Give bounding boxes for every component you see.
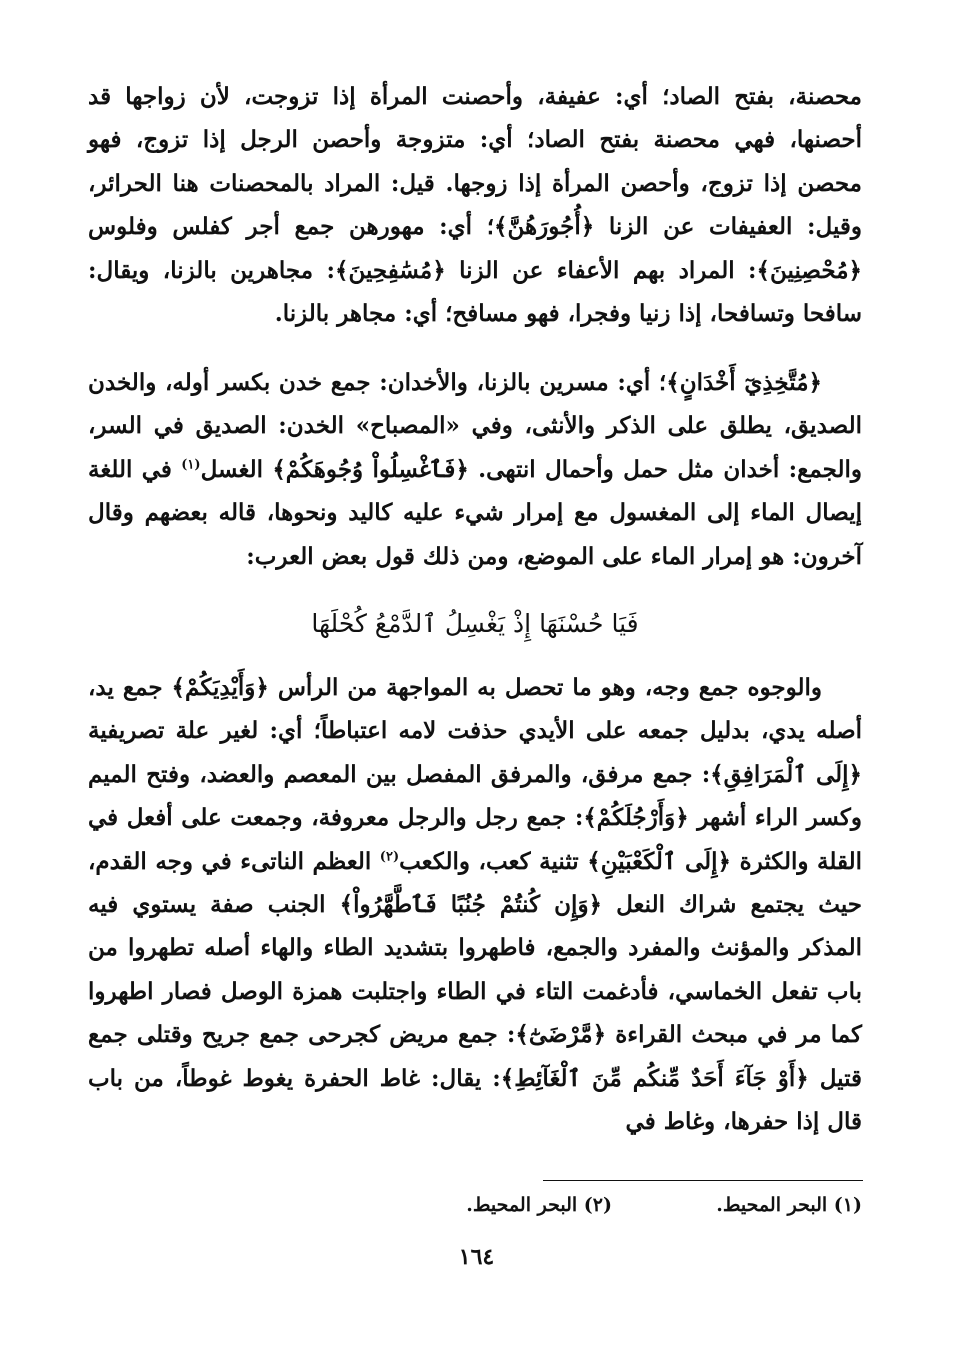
footnote-ref-1[interactable]: (١) (181, 457, 201, 473)
paragraph-1 (88, 75, 862, 335)
footnote-1-marker: (١) (833, 1194, 862, 1216)
paragraph-2-text-b: في اللغة إيصال الماء إلى المغسول مع إمرار شيء عليه كاليد ونحوها، قاله بعضهم وقال آخرون: هو إمرار الماء على الموضع، ومن ذلك قول بعض العرب: (88, 455, 862, 570)
footnote-1-text: البحر المحيط. (716, 1194, 828, 1216)
paragraph-1-text: محصنة، بفتح الصاد؛ أي: عفيفة، وأحصنت المرأة إذا تزوجت، لأن زواجها قد أحصنها، فهي محصنة بفتح الصاد؛ أي: متزوجة وأحصن الرجل إذا تزوج، فهو محصن إذا تزوج، وأحصن المرأة إذا زوجها. قيل: المراد بالمحصنات هنا الحرائر، وقيل: العفيفات عن الزنا ﴿أُجُورَهُنَّ﴾؛ أي: مهورهن جمع أجر كفلس وفلوس ﴿مُحْصِنِينَ﴾: المراد بهم الأعفاء عن الزنا ﴿مُسَٰفِحِينَ﴾: مجاهرين بالزنا، ويقال: سافحا وتسافحا، إذا زنيا وفجرا، فهو مسافح؛ أي: مجاهر بالزنا. (88, 83, 862, 328)
poetry-verse: فَيَا حُسْنَهَا إِذْ يَغْسِلُ ٱلدَّمْعُ كُحْلَهَا (311, 609, 639, 638)
paragraph-2 (88, 361, 862, 578)
footnote-2-marker: (٢) (583, 1194, 612, 1216)
paragraph-3-text-b: العظم الناتىء في وجه القدم، حيث يجتمع شراك النعل ﴿وَإِن كُنتُمْ جُنُبًا فَٱطَّهَّرُواْ﴾ الجنب صفة يستوي فيه المذكر والمؤنث والمفرد والجمع، فاطهروا بتشديد الطاء والهاء أصله تطهروا من باب تفعل الخماسي، فأدغمت التاء في الطاء واجتلبت همزة الوصل فصار اطهروا كما مر في مبحث القراءة ﴿مَّرْضَىٰٓ﴾: جمع مريض كجرحى جمع جريح وقتلى جمع قتيل ﴿أَوْ جَآءَ أَحَدٌ مِّنكُم مِّنَ ٱلْغَآئِطِ﴾: يقال: غاط الحفرة يغوط غوطاً، من باب قال إذا حفرها، وغاط في (88, 847, 862, 1136)
paragraph-3-text-a: والوجوه جمع وجه، وهو ما تحصل به المواجهة من الرأس ﴿وَأَيْدِيَكُمْ﴾ جمع يد، أصله يدي، بدليل جمعه على الأيدي حذفت لامه اعتباطاً؛ أي: لغير علة تصريفية ﴿إِلَى ٱلْمَرَافِقِ﴾: جمع مرفق، والمرفق المفصل بين المعصم والعضد، وفتح الميم وكسر الراء أشهر ﴿وَأَرْجُلَكُمْ﴾: جمع رجل والرجل معروفة، وجمعت على أفعل في القلة والكثرة ﴿إِلَى ٱلْكَعْبَيْنِ﴾ تثنية كعب، والكعب (88, 674, 862, 875)
paragraph-3 (88, 666, 862, 1143)
footnote-2-text: البحر المحيط. (466, 1194, 578, 1216)
footnote-1 (612, 1190, 862, 1220)
footnotes (88, 1190, 862, 1220)
paragraph-2-text-a: ﴿مُتَّخِذِيٓ أَخْدَانٍ﴾؛ أي: مسرين بالزنا، والأخدان: جمع خدن بكسر أوله، والخدن الصديق، يطلق على الذكر والأنثى، وفي «المصباح» الخدن: الصديق في السر، والجمع: أخدان مثل حمل وأحمال انتهى. ﴿فَٱغْسِلُواْ وُجُوهَكُمْ﴾ الغسل (88, 369, 863, 483)
footnote-ref-2[interactable]: (٢) (379, 848, 400, 864)
page-number: ١٦٤ (458, 1244, 495, 1270)
footnote-separator (543, 1180, 863, 1181)
footnote-2 (362, 1190, 612, 1220)
